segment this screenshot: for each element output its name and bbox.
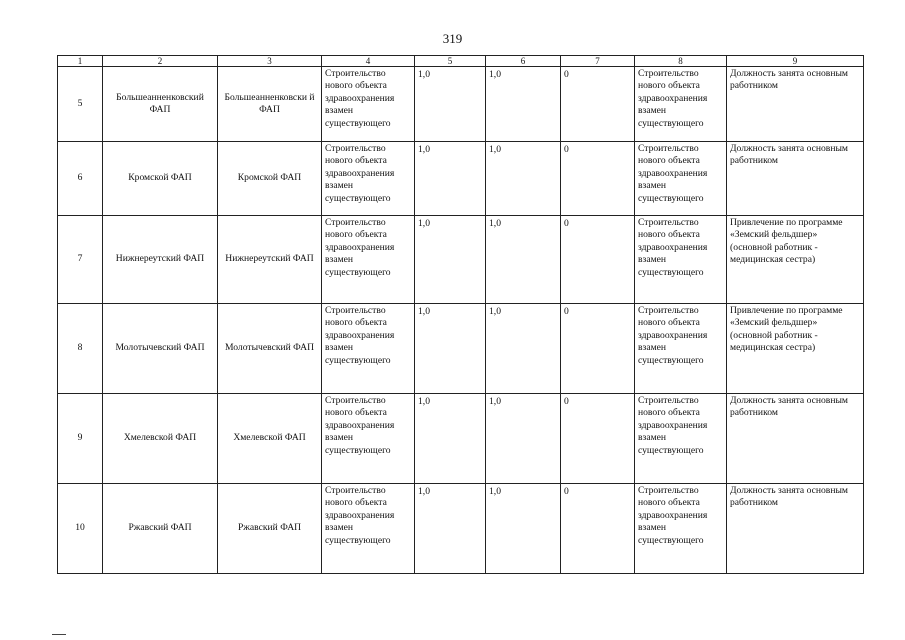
row-number: 8 xyxy=(58,304,103,394)
column-number-row xyxy=(58,56,864,67)
table-row xyxy=(58,216,864,304)
facility-table xyxy=(57,55,864,574)
planned-activity: Строительство нового объекта здравоохранения взамен существующего xyxy=(635,394,727,484)
column-header: 2 xyxy=(103,56,218,67)
facility-name: Молотычевский ФАП xyxy=(103,304,218,394)
facility-name: Нижнереутский ФАП xyxy=(103,216,218,304)
value-col6: 1,0 xyxy=(486,304,561,394)
row-number: 7 xyxy=(58,216,103,304)
planned-activity: Строительство нового объекта здравоохранения взамен существующего xyxy=(635,484,727,574)
column-header: 1 xyxy=(58,56,103,67)
facility-name: Большеанненковский ФАП xyxy=(103,67,218,142)
activity-description: Строительство нового объекта здравоохранения взамен существующего xyxy=(322,216,415,304)
staffing-status: Должность занята основным работником xyxy=(727,484,864,574)
value-col6: 1,0 xyxy=(486,484,561,574)
table-row xyxy=(58,67,864,142)
facility-name: Хмелевской ФАП xyxy=(103,394,218,484)
table-row xyxy=(58,304,864,394)
planned-activity: Строительство нового объекта здравоохранения взамен существующего xyxy=(635,304,727,394)
activity-description: Строительство нового объекта здравоохранения взамен существующего xyxy=(322,67,415,142)
column-header: 9 xyxy=(727,56,864,67)
value-col7: 0 xyxy=(561,142,635,216)
table-row xyxy=(58,394,864,484)
value-col5: 1,0 xyxy=(415,304,486,394)
page-number: 319 xyxy=(442,31,463,46)
column-header: 5 xyxy=(415,56,486,67)
column-header: 6 xyxy=(486,56,561,67)
value-col7: 0 xyxy=(561,304,635,394)
table-row xyxy=(58,484,864,574)
row-number: 5 xyxy=(58,67,103,142)
facility-short-name: Нижнереутский ФАП xyxy=(218,216,322,304)
scan-mark xyxy=(52,634,66,635)
value-col7: 0 xyxy=(561,67,635,142)
value-col6: 1,0 xyxy=(486,394,561,484)
planned-activity: Строительство нового объекта здравоохранения взамен существующего xyxy=(635,67,727,142)
value-col7: 0 xyxy=(561,216,635,304)
row-number: 10 xyxy=(58,484,103,574)
column-header: 3 xyxy=(218,56,322,67)
facility-name: Кромской ФАП xyxy=(103,142,218,216)
value-col6: 1,0 xyxy=(486,67,561,142)
column-header: 4 xyxy=(322,56,415,67)
activity-description: Строительство нового объекта здравоохранения взамен существующего xyxy=(322,304,415,394)
value-col7: 0 xyxy=(561,484,635,574)
planned-activity: Строительство нового объекта здравоохранения взамен существующего xyxy=(635,216,727,304)
value-col5: 1,0 xyxy=(415,142,486,216)
value-col5: 1,0 xyxy=(415,484,486,574)
value-col7: 0 xyxy=(561,394,635,484)
value-col6: 1,0 xyxy=(486,142,561,216)
facility-short-name: Молотычевский ФАП xyxy=(218,304,322,394)
column-header: 7 xyxy=(561,56,635,67)
staffing-status: Должность занята основным работником xyxy=(727,67,864,142)
facility-name: Ржавский ФАП xyxy=(103,484,218,574)
row-number: 6 xyxy=(58,142,103,216)
activity-description: Строительство нового объекта здравоохранения взамен существующего xyxy=(322,142,415,216)
staffing-status: Должность занята основным работником xyxy=(727,394,864,484)
planned-activity: Строительство нового объекта здравоохранения взамен существующего xyxy=(635,142,727,216)
column-header: 8 xyxy=(635,56,727,67)
staffing-status: Привлечение по программе «Земский фельдшер» (основной работник - медицинская сестра) xyxy=(727,216,864,304)
value-col5: 1,0 xyxy=(415,394,486,484)
table-row xyxy=(58,142,864,216)
activity-description: Строительство нового объекта здравоохранения взамен существующего xyxy=(322,394,415,484)
facility-short-name: Кромской ФАП xyxy=(218,142,322,216)
staffing-status: Должность занята основным работником xyxy=(727,142,864,216)
activity-description: Строительство нового объекта здравоохранения взамен существующего xyxy=(322,484,415,574)
value-col5: 1,0 xyxy=(415,216,486,304)
facility-short-name: Ржавский ФАП xyxy=(218,484,322,574)
staffing-status: Привлечение по программе «Земский фельдшер» (основной работник - медицинская сестра) xyxy=(727,304,864,394)
value-col6: 1,0 xyxy=(486,216,561,304)
facility-short-name: Хмелевской ФАП xyxy=(218,394,322,484)
facility-short-name: Большеанненковски й ФАП xyxy=(218,67,322,142)
value-col5: 1,0 xyxy=(415,67,486,142)
row-number: 9 xyxy=(58,394,103,484)
